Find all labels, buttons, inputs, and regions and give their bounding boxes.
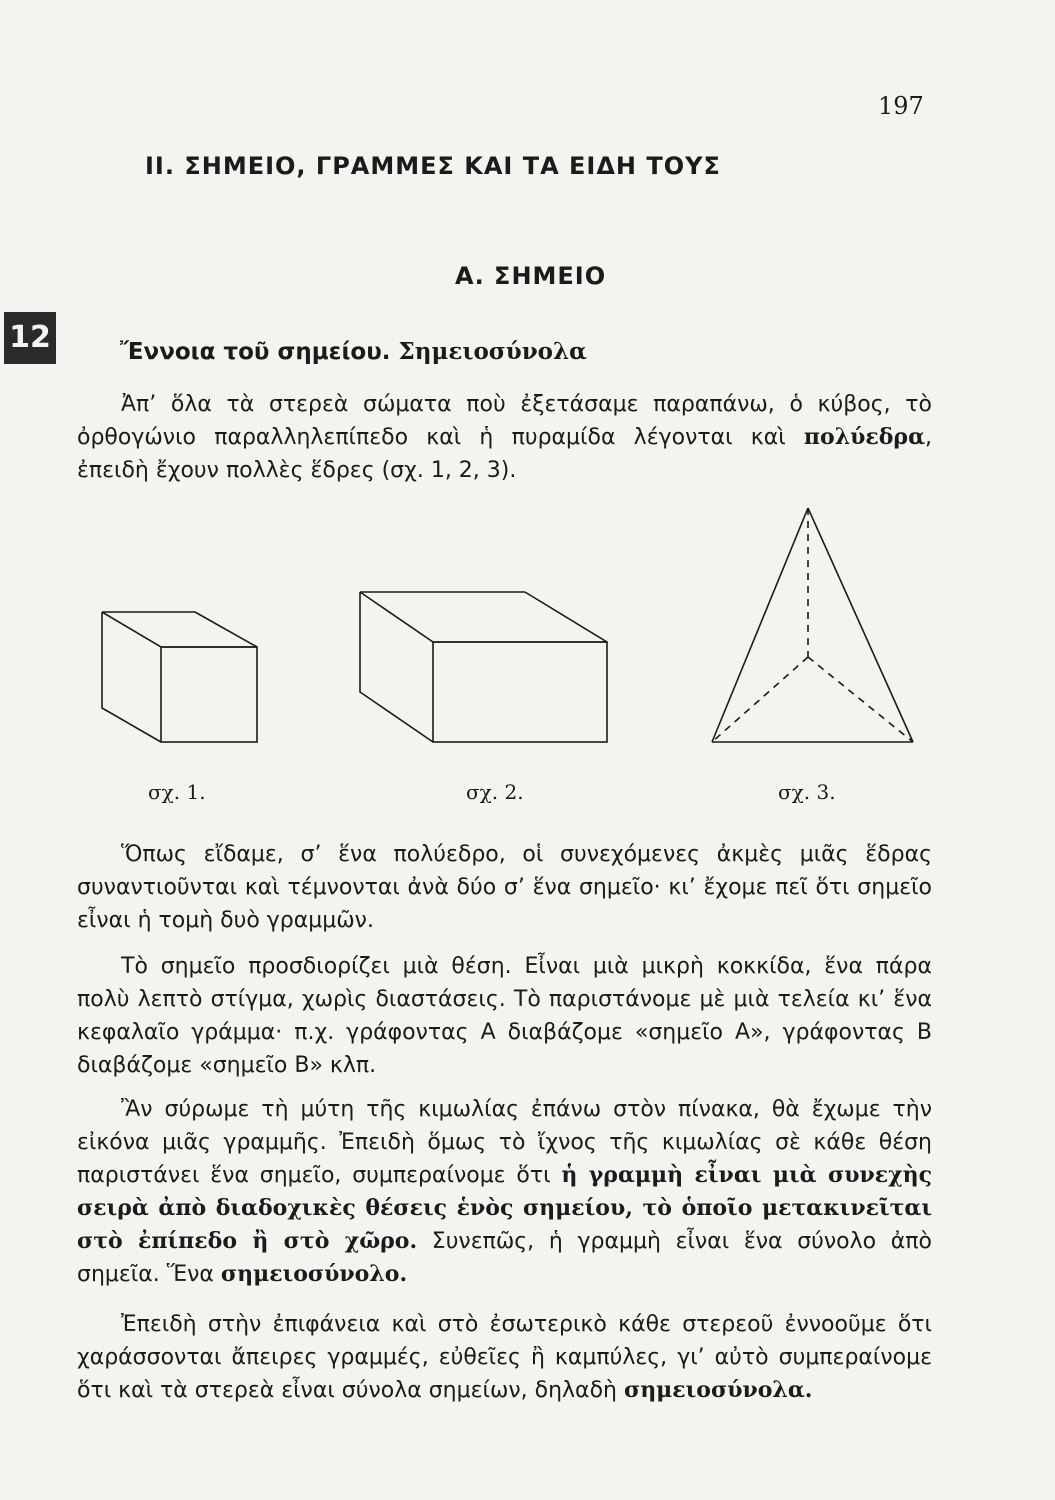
polyhedra-figures [95, 500, 935, 760]
caption-fig2: σχ. 2. [466, 780, 524, 804]
paragraph4-text-a: Ἂν σύρωμε τὴ μύτη τῆς κιμωλίας ἐπάνω στὸν πίνακα, θὰ ἔχωμε τὴν εἰκόνα μιᾶς γραμμῆς. Ἐπειδὴ ὅμως τὸ ἴχνος τῆς κιμωλίας σὲ κάθε θέση παριστάνει ἕνα σημεῖο, συμπεραίνομε ὅτι [77, 1097, 932, 1188]
paragraph4-text-b: Συνεπῶς, ἡ γραμμὴ εἶναι ἕνα σύνολο ἀπὸ σημεῖα. Ἕνα [77, 1229, 932, 1287]
term-point-set: σημειοσύνολο. [220, 1261, 408, 1287]
caption-fig1: σχ. 1. [148, 780, 206, 804]
caption-fig3: σχ. 3. [778, 780, 836, 804]
line-definition-bold: ἡ γραμμὴ εἶναι μιὰ συνεχὴς σειρὰ ἀπὸ διαδοχικὲς θέσεις ἑνὸς σημείου, τὸ ὁποῖο μετακινεῖται στὸ ἐπίπεδο ἢ στὸ χῶρο. [77, 1162, 932, 1254]
paragraph-solids-point-sets [77, 1308, 932, 1407]
section-title: Α. ΣΗΜΕΙΟ [455, 262, 607, 290]
term-point-sets: σημειοσύνολα. [623, 1377, 813, 1403]
lesson-number-badge: 12 [4, 312, 56, 364]
chapter-title: II. ΣΗΜΕΙΟ, ΓΡΑΜΜΕΣ ΚΑΙ ΤΑ ΕΙΔΗ ΤΟΥΣ [145, 152, 721, 180]
paragraph-point-definition: Τὸ σημεῖο προσδιορίζει μιὰ θέση. Εἶναι μιὰ μικρὴ κοκκίδα, ἕνα πάρα πολὺ λεπτὸ στίγμα, χωρὶς διαστάσεις. Τὸ παριστάνομε μὲ μιὰ τελεία κι’ ἕνα κεφαλαῖο γράμμα· π.χ. γράφοντας Α διαβάζομε «σημεῖο Α», γράφοντας Β διαβάζομε «σημεῖο Β» κλπ. [77, 954, 932, 1078]
paragraph5-text-a: Ἐπειδὴ στὴν ἐπιφάνεια καὶ στὸ ἐσωτερικὸ κάθε στερεοῦ ἐννοοῦμε ὅτι χαράσσονται ἄπειρες γραμμές, εὐθεῖες ἢ καμπύλες, γι’ αὐτὸ συμπεραίνομε ὅτι καὶ τὰ στερεὰ εἶναι σύνολα σημείων, δηλαδὴ [77, 1312, 932, 1403]
term-polyhedra: πολύεδρα [803, 424, 925, 450]
paragraph1-text-a: Ἀπ’ ὅλα τὰ στερεὰ σώματα ποὺ ἐξετάσαμε παραπάνω, ὁ κύβος, τὸ ὀρθογώνιο παραλληλεπίπεδο καὶ ἡ πυραμίδα λέγονται καὶ [77, 392, 932, 450]
subsection-title-part2: Σημειοσύνολα [398, 338, 587, 365]
subsection-title [120, 338, 587, 365]
pyramid-figure [712, 508, 913, 742]
subsection-title-part1: Ἔννοια τοῦ σημείου. [120, 339, 391, 365]
page-number: 197 [878, 92, 924, 120]
paragraph1-text-b: , ἐπειδὴ ἔχουν πολλὲς ἕδρες (σχ. 1, 2, 3). [77, 425, 932, 483]
paragraph-intersection: Ὅπως εἴδαμε, σ’ ἕνα πολύεδρο, οἱ συνεχόμενες ἀκμὲς μιᾶς ἕδρας συναντιοῦνται καὶ τέμνονται ἀνὰ δύο σ’ ἕνα σημεῖο· κι’ ἔχομε πεῖ ὅτι σημεῖο εἶναι ἡ τομὴ δυὸ γραμμῶν. [77, 842, 932, 933]
box-figure [360, 592, 607, 742]
paragraph-line-definition [77, 1093, 932, 1291]
paragraph-polyhedra [77, 388, 932, 487]
cube-figure [102, 612, 257, 742]
